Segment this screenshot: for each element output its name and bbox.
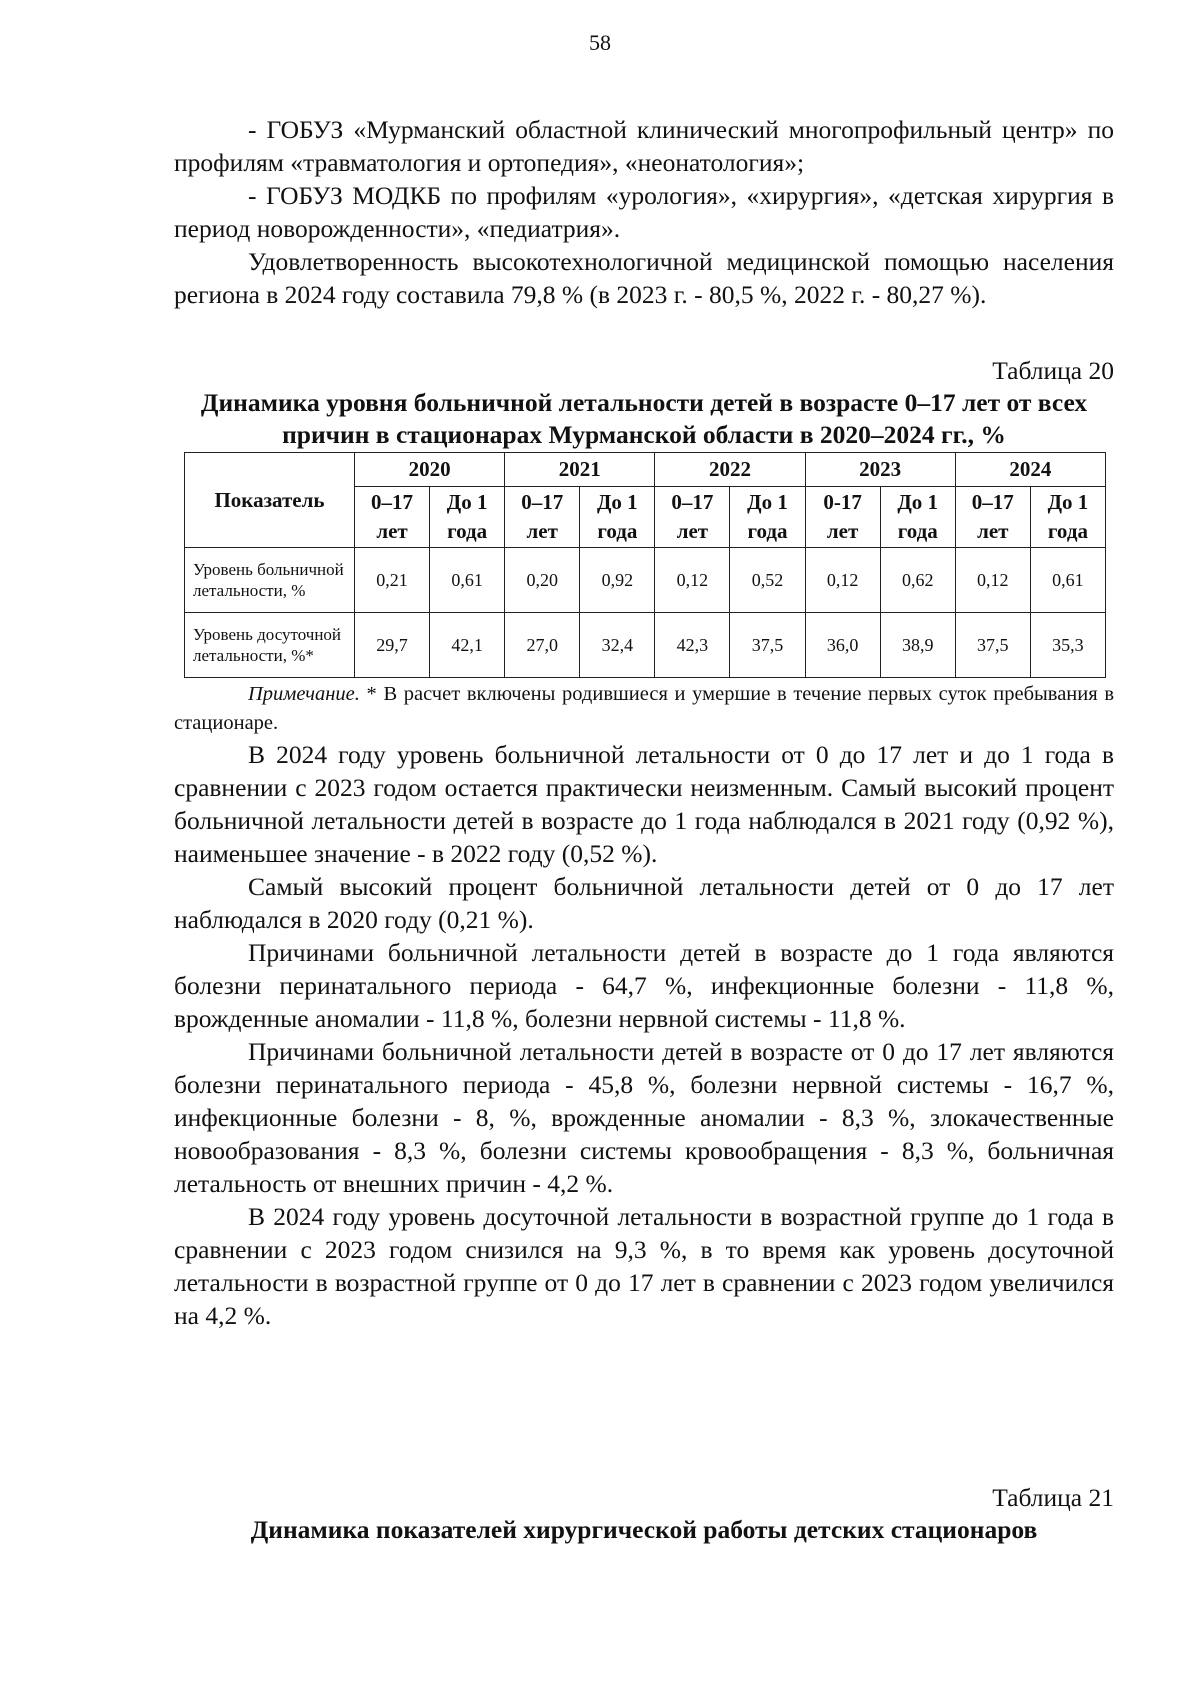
table-cell: 0,21 — [355, 548, 430, 613]
table-cell: 38,9 — [880, 613, 955, 678]
table-label: Таблица 21 — [992, 1483, 1114, 1512]
table-cell: 35,3 — [1030, 613, 1105, 678]
header-age-group: До 1 года — [730, 487, 805, 548]
table-cell: 0,12 — [805, 548, 880, 613]
document-body — [174, 113, 1114, 1332]
header-year: 2022 — [655, 453, 805, 487]
header-age-group: 0–17 лет — [655, 487, 730, 548]
paragraph: - ГОБУЗ «Мурманский областной клинический многопрофильный центр» по профилям «травматология и ортопедия», «неонатология»; — [174, 115, 1114, 177]
row-label: Уровень больничной летальности, % — [185, 548, 355, 613]
table-title: Динамика уровня больничной летальности детей в возрасте 0–17 лет от всех причин в стационарах Мурманской области в 2020–2024 гг., % — [200, 388, 1088, 449]
page-number: 58 — [589, 30, 611, 55]
header-age-group: 0–17 лет — [355, 487, 430, 548]
paragraph: Причинами больничной летальности детей в возрасте до 1 года являются болезни перинатального периода - 64,7 %, инфекционные болезни - 11,8 %, врожденные аномалии - 11,8 %, болезни нервной системы - 11,8 %. — [174, 938, 1114, 1033]
table-cell: 0,61 — [430, 548, 505, 613]
header-age-group: До 1 года — [880, 487, 955, 548]
header-age-group: 0–17 лет — [505, 487, 580, 548]
header-year: 2024 — [955, 453, 1105, 487]
header-year: 2020 — [355, 453, 505, 487]
table-cell: 32,4 — [580, 613, 655, 678]
table-row — [185, 548, 1106, 613]
table-title: Динамика показателей хирургической работы детских стационаров — [250, 1515, 1038, 1544]
table-cell: 29,7 — [355, 613, 430, 678]
table-cell: 0,12 — [955, 548, 1030, 613]
table-cell: 37,5 — [955, 613, 1030, 678]
table-cell: 0,12 — [655, 548, 730, 613]
paragraph: В 2024 году уровень досуточной летальности в возрастной группе до 1 года в сравнении с 2023 годом снизился на 9,3 %, в то время как уровень досуточной летальности в возрастной группе от 0 до 17 лет в сравнении с 2023 годом увеличился на 4,2 %. — [174, 1202, 1114, 1330]
table-cell: 0,62 — [880, 548, 955, 613]
paragraph: Самый высокий процент больничной летальности детей от 0 до 17 лет наблюдался в 2020 году (0,21 %). — [174, 872, 1114, 934]
table-cell: 27,0 — [505, 613, 580, 678]
table-row — [185, 613, 1106, 678]
table-cell: 42,3 — [655, 613, 730, 678]
table-cell: 0,52 — [730, 548, 805, 613]
paragraph: - ГОБУЗ МОДКБ по профилям «урология», «хирургия», «детская хирургия в период новорожденности», «педиатрия». — [174, 181, 1114, 243]
table-cell: 0,92 — [580, 548, 655, 613]
table-cell: 0,61 — [1030, 548, 1105, 613]
header-age-group: 0–17 лет — [955, 487, 1030, 548]
table-cell: 37,5 — [730, 613, 805, 678]
header-age-group: До 1 года — [580, 487, 655, 548]
table-label: Таблица 20 — [992, 356, 1114, 385]
header-indicator: Показатель — [185, 453, 355, 548]
note-label: Примечание. — [248, 683, 360, 705]
header-age-group: До 1 года — [430, 487, 505, 548]
table-cell: 42,1 — [430, 613, 505, 678]
paragraph: Удовлетворенность высокотехнологичной медицинской помощью населения региона в 2024 году составила 79,8 % (в 2023 г. - 80,5 %, 2022 г. - 80,27 %). — [174, 247, 1114, 309]
table-cell: 36,0 — [805, 613, 880, 678]
row-label: Уровень досуточной летальности, %* — [185, 613, 355, 678]
header-year: 2021 — [505, 453, 655, 487]
table-header-row — [185, 453, 1106, 487]
table-cell: 0,20 — [505, 548, 580, 613]
note-text: * В расчет включены родившиеся и умершие в течение первых суток пребывания в стационаре. — [174, 683, 1114, 734]
table-note — [174, 680, 1114, 738]
paragraph: В 2024 году уровень больничной летальности от 0 до 17 лет и до 1 года в сравнении с 2023 годом остается практически неизменным. Самый высокий процент больничной летальности детей в возрасте до 1 года наблюдался в 2021 году (0,92 %), наименьшее значение - в 2022 году (0,52 %). — [174, 740, 1114, 868]
header-age-group: 0-17 лет — [805, 487, 880, 548]
paragraph: Причинами больничной летальности детей в возрасте от 0 до 17 лет являются болезни перинатального периода - 45,8 %, болезни нервной системы - 16,7 %, инфекционные болезни - 8, %, врожденные аномалии - 8,3 %, злокачественные новообразования - 8,3 %, болезни системы кровообращения - 8,3 %, больничная летальность от внешних причин - 4,2 %. — [174, 1037, 1114, 1198]
header-year: 2023 — [805, 453, 955, 487]
mortality-table — [184, 452, 1106, 678]
header-age-group: До 1 года — [1030, 487, 1105, 548]
